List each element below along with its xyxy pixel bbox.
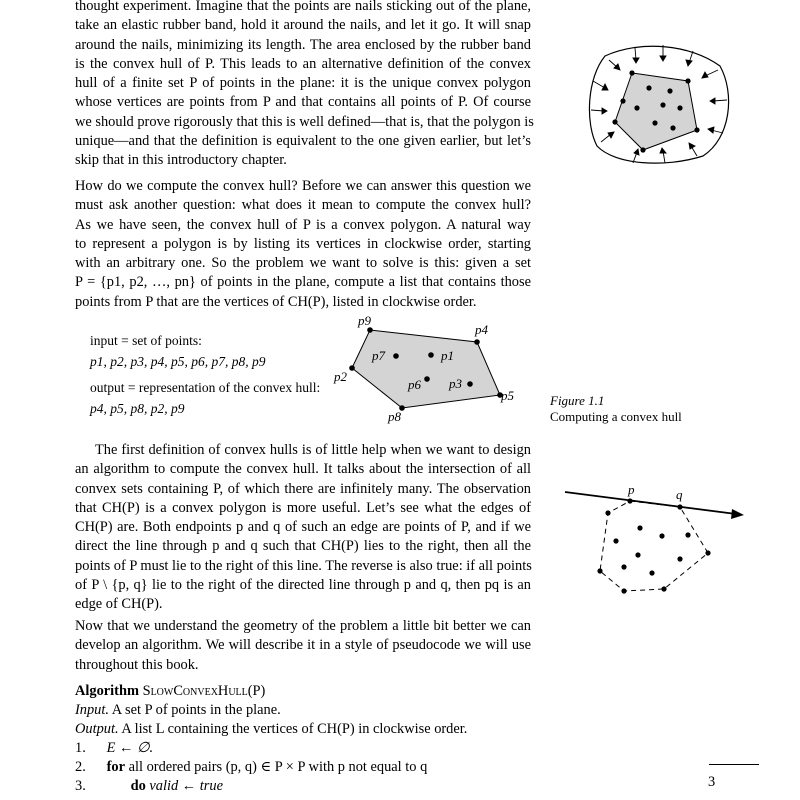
algorithm-output-label: Output. — [75, 721, 119, 737]
directed-edge-figure — [560, 483, 750, 603]
algorithm-name: SlowConvexHull(P) — [142, 683, 266, 699]
algorithm-input-text: A set P of points in the plane. — [111, 702, 281, 718]
edge-label-p: p — [628, 483, 635, 497]
algorithm-output-text: A list L containing the vertices of CH(P) in clockwise order. — [121, 721, 468, 737]
step-text: E ← ∅. — [106, 740, 154, 756]
figure-input-points: p1, p2, p3, p4, p5, p6, p7, p8, p9 — [90, 354, 266, 369]
text-line: The first definition of convex hulls is of little help when we want to design — [95, 442, 531, 458]
step-keyword: for — [106, 759, 125, 775]
text-line: skip that in this introductory chapter. — [75, 152, 287, 169]
convex-hull-figure — [330, 310, 530, 425]
text-line: As we have seen, the convex hull of P is a convex polygon. A natural way — [75, 216, 531, 233]
algorithm-step — [75, 739, 153, 758]
text-line: CH(P) are. Both endpoints p and q of such an edge are points of P, and if we — [75, 519, 531, 536]
step-text: all ordered pairs (p, q) ∈ P × P with p not equal to q — [128, 759, 428, 775]
step-text: valid ← true — [149, 778, 223, 794]
text-line: around the nails, minimizing its length. The area enclosed by the rubber band — [75, 36, 531, 53]
text-line: develop an algorithm. We will describe it in a style of pseudocode we will use — [75, 637, 531, 654]
footer-rule — [709, 764, 759, 765]
text-line: must ask another question: what does it mean to compute the convex hull? — [75, 197, 531, 214]
paragraph-rubber-band — [75, 0, 534, 171]
paragraph-develop — [75, 617, 531, 675]
paragraph-compute-question — [75, 177, 531, 312]
step-number: 3. — [75, 778, 86, 794]
text-line: is the convex hull of P. This leads to an alternative definition of the convex — [75, 55, 531, 72]
text-line: How do we compute the convex hull? Before we can answer this question we — [75, 178, 531, 194]
figure-caption-title: Figure 1.1 — [550, 393, 605, 408]
text-line: to represent a polygon is by listing its vertices in clockwise order, starting — [75, 235, 531, 252]
text-line: hull of a finite set P of points in the plane: it is the unique convex polygon — [75, 75, 531, 92]
text-line: convex sets containing P, of which there are infinitely many. The observation — [75, 480, 531, 497]
text-line: an algorithm to compute the convex hull. It talks about the intersection of all — [75, 461, 531, 478]
text-line: Now that we understand the geometry of the problem a little bit better we can — [75, 618, 531, 634]
text-line: of P \ {p, q} lie to the right of the directed line through p and q, then pq is an — [75, 577, 531, 594]
point-label-p3: p3 — [449, 376, 462, 391]
step-number: 1. — [75, 740, 86, 756]
point-label-p1: p1 — [441, 348, 454, 363]
text-line: that CH(P) is a convex polygon is more useful. Let’s see what the edges of — [75, 499, 531, 516]
page-number: 3 — [708, 774, 716, 790]
text-line: we should prove rigorously that this is well defined—that is, that the polygon is — [75, 113, 534, 130]
text-line: direct the line through p and q such that CH(P) lies to the right, then all the — [75, 538, 531, 555]
text-line: unique—and that the definition is equivalent to the one given earlier, but let’s — [75, 133, 531, 150]
step-keyword: do — [130, 778, 146, 794]
point-label-p6: p6 — [408, 377, 421, 392]
text-line: throughout this book. — [75, 656, 199, 673]
edge-label-q: q — [676, 487, 683, 502]
algorithm-input-label: Input. — [75, 702, 109, 718]
point-label-p8: p8 — [388, 409, 401, 424]
text-line: points from P that are the vertices of CH(P), listed in clockwise order. — [75, 293, 477, 310]
text-line: whose vertices are points from P and that contains all points of P. Of course — [75, 94, 531, 111]
paragraph-edges — [75, 441, 531, 615]
text-line: take an elastic rubber band, hold it around the nails, and let it go. It will snap — [75, 17, 531, 34]
algorithm-input — [75, 701, 281, 720]
rubber-band-figure — [585, 38, 735, 168]
text-line: with an arbitrary one. So the problem we want to solve is this: given a set — [75, 255, 531, 272]
point-label-p7: p7 — [372, 348, 385, 363]
algorithm-heading — [75, 682, 265, 701]
point-label-p5: p5 — [501, 388, 514, 403]
algorithm-keyword: Algorithm — [75, 683, 139, 699]
algorithm-step — [75, 777, 223, 796]
figure-output-label: output = representation of the convex hull: — [90, 380, 321, 395]
figure-output-points: p4, p5, p8, p2, p9 — [90, 401, 185, 416]
algorithm-step — [75, 758, 427, 777]
point-label-p4: p4 — [475, 322, 488, 337]
text-line: edge of CH(P). — [75, 596, 163, 613]
text-line: points of P must lie to the right of this line. The reverse is also true: if all points — [75, 557, 532, 574]
point-label-p9: p9 — [358, 313, 371, 328]
point-label-p2: p2 — [334, 369, 347, 384]
step-number: 2. — [75, 759, 86, 775]
figure-input-label: input = set of points: — [90, 333, 202, 348]
text-line: P = {p1, p2, …, pn} of points in the plane, compute a list that contains those — [75, 274, 531, 291]
figure-caption-text: Computing a convex hull — [550, 409, 682, 424]
algorithm-output — [75, 720, 467, 739]
text-line: thought experiment. Imagine that the points are nails sticking out of the plane, — [75, 0, 531, 14]
